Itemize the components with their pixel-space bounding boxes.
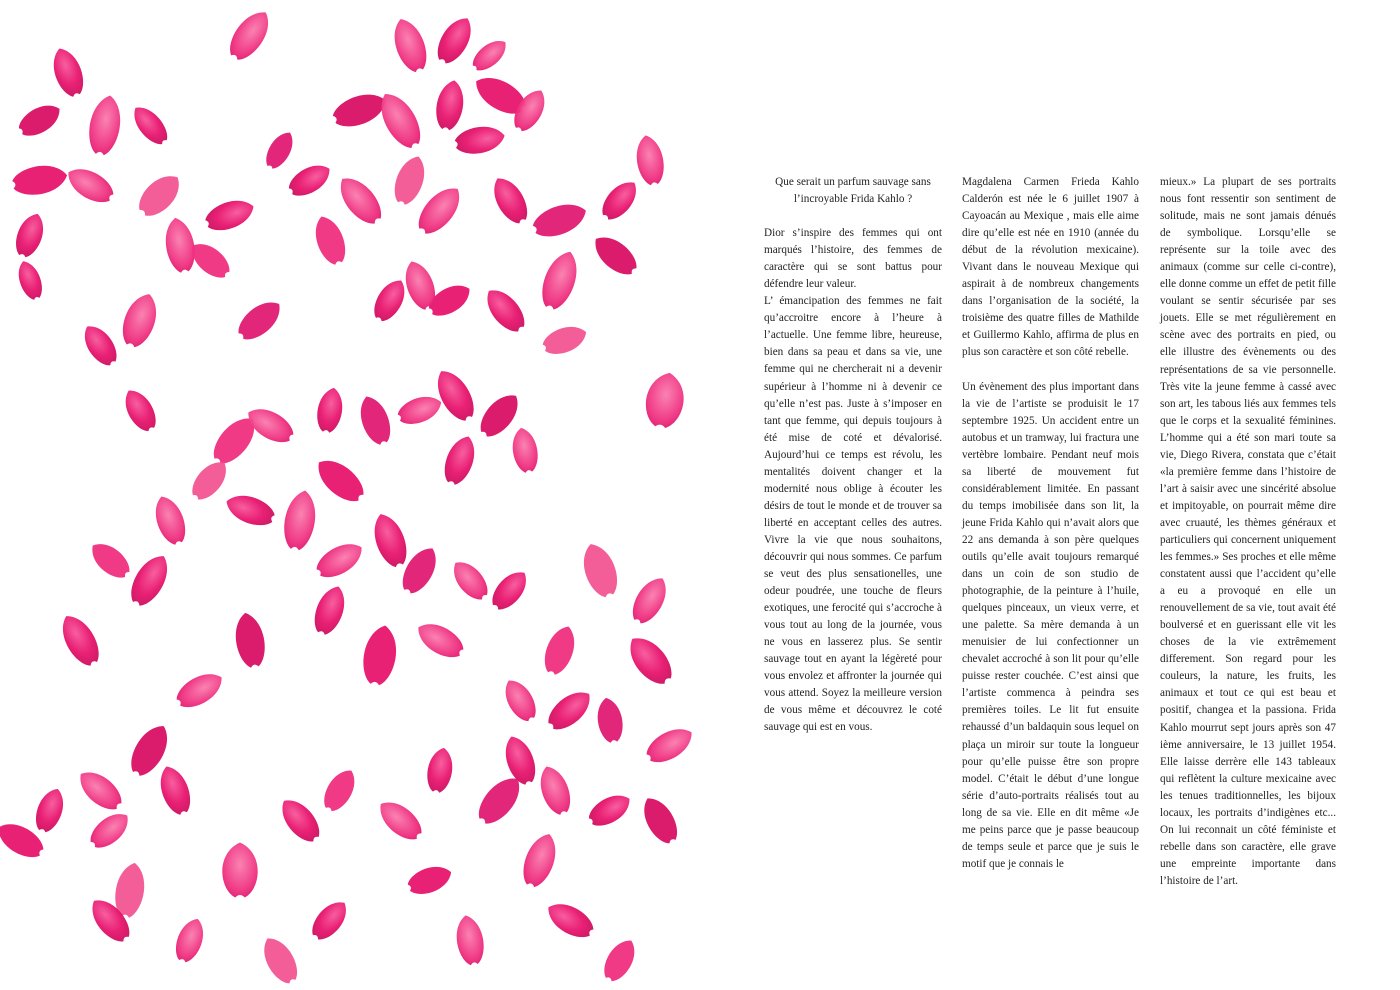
rose-petal <box>154 762 196 818</box>
rose-petal <box>405 861 456 899</box>
article-column-1 <box>764 174 942 737</box>
rose-petal <box>539 622 581 678</box>
emancipation-paragraph: L’ émancipation des femmes ne fait qu’accroitre encore à l’heure à l’actuelle. Une femme libre, heureuse, bien dans sa peau et dans sa vie, une femme qui ne chercherait ni a devenir supérieur à l’homme ni à devenir ce qu’elle n’est pas. Juste à s’imposer en tant que femme, qui depuis toujours à été mise de coté et dévalorisé. Aujourd’hui ce temps est révolu, les mentalités doivent changer et la modernité nous oblige à écouter les désirs de tout le monde et de trouver sa liberté en acceptant celles des autres. Vivre la vie que nous souhaitons, découvrir qui nous sommes. Ce parfum se veut des plus sensationelles, une odeur poudrée, une touche de fleurs exotiques, une ferocité qui s’accroche à vous tout au long de la journée, vous ne vous en lasserez plus. Se sentir sauvage tout en ayant la légèreté pour vous envolez et affronter la journée qui vous attend. Soyez la meilleure version de vous même et découvrez le coté sauvage qui est en vous. <box>764 295 942 734</box>
rose-petal <box>594 696 626 745</box>
rose-petal <box>309 212 351 268</box>
rose-petal <box>446 555 493 605</box>
rose-petal <box>412 616 468 664</box>
rose-petal <box>14 98 65 141</box>
rose-petal <box>517 829 562 890</box>
rose-petal <box>85 536 135 583</box>
rose-petal <box>77 320 123 371</box>
rose-petal <box>642 370 688 431</box>
rose-petal <box>222 843 257 898</box>
rose-petal <box>486 565 533 615</box>
rose-petal <box>577 539 624 601</box>
rose-petal <box>540 321 591 359</box>
article-column-2 <box>962 174 1139 873</box>
rose-petal <box>127 101 173 150</box>
rose-petal <box>621 629 679 690</box>
rose-petal <box>329 87 390 132</box>
rose-petal <box>222 489 278 531</box>
rose-petal <box>529 197 590 242</box>
rose-petal <box>431 12 479 68</box>
rose-petal <box>231 610 268 669</box>
rose-petal <box>117 289 164 351</box>
rose-petal <box>149 492 191 548</box>
rose-petal <box>85 806 135 853</box>
rose-petal <box>31 785 69 836</box>
rose-petal <box>596 175 643 225</box>
article-column-3 <box>1160 174 1336 890</box>
rose-petal <box>542 896 598 944</box>
rose-petal <box>368 274 411 325</box>
rose-petal <box>453 913 487 967</box>
rose-petal <box>280 488 320 552</box>
rose-petal <box>54 609 106 671</box>
rose-petal <box>468 34 512 75</box>
rose-petal <box>367 509 412 570</box>
rose-petal <box>584 788 635 831</box>
rose-petal <box>536 247 585 314</box>
rose-petal <box>274 792 326 847</box>
rose-petal <box>354 392 396 448</box>
rose-petal <box>47 44 89 100</box>
rose-petal <box>72 764 127 816</box>
rose-petal <box>318 764 361 815</box>
rose-petal <box>479 282 531 337</box>
rose-petal <box>312 536 368 584</box>
intro-paragraph: Dior s’inspire des femmes qui ont marqués l’histoire, des femmes de caractère qui se sont battus pour défendre leur valeur. <box>764 227 942 291</box>
rose-petal <box>433 78 467 132</box>
rose-petal <box>310 452 370 509</box>
rose-petal <box>359 623 401 688</box>
rose-petal <box>453 123 507 157</box>
rose-petal <box>439 432 481 488</box>
rose-petal <box>387 14 432 75</box>
rose-petal <box>636 792 684 848</box>
rose-petal <box>62 161 118 209</box>
rose-petal <box>498 674 541 725</box>
rose-petal <box>372 794 427 846</box>
title-line-2: l’incroyable Frida Kahlo ? <box>793 193 913 206</box>
rose-petal <box>306 895 353 945</box>
rose-petal <box>171 915 209 966</box>
rose-petal <box>256 932 304 988</box>
rose-petal <box>499 732 541 788</box>
rose-petal <box>424 746 456 795</box>
rose-petal <box>85 93 125 157</box>
rose-petal <box>172 666 228 714</box>
rose-petal <box>633 133 667 187</box>
rose-petal <box>202 194 258 236</box>
article-title <box>764 174 942 208</box>
rose-petal <box>284 158 335 201</box>
rose-petal <box>395 391 446 429</box>
rose-petal <box>429 364 481 426</box>
rose-petal <box>598 934 641 985</box>
rose-petal <box>11 210 49 261</box>
biography-paragraph: Magdalena Carmen Frieda Kahlo Calderón est née le 6 juillet 1907 à Cayoacán au Mexique , mais elle aime dire qu’elle est née en 1910 (année du début de la révolution mexicaine). Vivant dans le nouveau Mexique qui aspirait à de nombreux changements dans l’organisation de la société, la troisième des quatre filles de Mathilde et Guillermo Kahlo, affirma de plus en plus son caractère et son côté rebelle. <box>962 176 1139 359</box>
rose-petal <box>542 684 597 736</box>
rose-petal <box>223 4 277 65</box>
rose-petal <box>124 549 176 611</box>
rose-petal <box>372 87 428 154</box>
rose-petal <box>261 128 299 173</box>
rose-petal <box>626 572 674 628</box>
rose-petal <box>486 172 534 228</box>
rose-petal <box>509 426 541 475</box>
title-line-1: Que serait un parfum sauvage sans <box>775 176 931 188</box>
rose-petal <box>332 170 389 230</box>
rose-petal <box>132 167 187 222</box>
rose-petal <box>161 215 198 274</box>
rose-petal <box>642 721 698 769</box>
rose-petal <box>309 582 351 638</box>
rose-petal <box>314 386 346 435</box>
portraits-paragraph: mieux.» La plupart de ses portraits nous font ressentir son sentiment de solitude, mais ne sont jamais dénués de symbolique. Lorsqu’elle se représente sur la toile avec des animaux (comme sur celle ci-contre), elle donne comme un effet de petit fille voulant se sentir sécurisée par ses jouets. Elle se met régulièrement en scène avec des portraits en pied, ou elle illustre des évènements ou des représentations de sa vie personnelle. Très vite la jeune femme à cassé avec son art, les tabous liés aux femmes tels que le corps et la sexualité féminines. L’homme qui a été son mari toute sa vie, Diego Rivera, constata que c’était «la première femme dans l’histoire de l’art à saisir avec une sincérité absolue et impitoyable, on pourrait même dire avec cruauté, les thèmes généraux et particuliers qui concernent uniquement les femmes.» Ses proches et elle même constatent aussi que l’accident qu’elle a eu a provoqué en elle un renouvellement de sa vie, tout avait été boulversé et en guerissant elle vit les choses de la vie extrêmement differement. Son regard pour les couleurs, la nature, les fruits, les animaux et tout ce qui est beau et positif, changea et la passiona. Frida Kahlo mourrut sept jours après son 47 ième anniversaire, le 13 juillet 1954. Elle laisse derrère elle 143 tableaux qui reflètent la culture mexicaine avec les tenues traditionnelles, les bijoux locaux, les portraits d’indigènes etc... On lui reconnait un côté féministe et rebelle dans son caractère, elle grave une empreinte importante dans l’histoire de l’art. <box>1160 176 1336 887</box>
rose-petal <box>389 152 431 208</box>
rose-petal <box>14 258 47 303</box>
rose-petal <box>232 294 287 346</box>
rose-petal <box>534 762 576 818</box>
accident-paragraph: Un évènement des plus important dans la vie de l’artiste se produisit le 17 septembre 1925. Un accident entre un autobus et un tramway, lui fractura une vertèbre lombaire. Pendant neuf mois sa liberté de mouvement fut considérablement limitée. En passant du temps imobilisée dans son lit, la jeune Frida Kahlo qui n’avait alors que 22 ans demanda à son père quelques outils qu’elle avait toujours remarqué dans un coin de son studio de photographie, de la peinture à l’huile, quelques pinceaux, un vieux verre, et une palette. Sa mère demanda à un menuisier de lui confectionner un chevalet accroché à son lit pour qu’elle puisse rester couchée. C’est ainsi que l’artiste commenca à peindra ses premières toiles. Le lit fut ensuite rehaussé d’un baldaquin sous lequel on plaça un miroir sur toute la longueur pour qu’elle puisse être son propre model. C’était le début d’une longue série d’auto-portraits réalisés tout au long de sa vie. Elle en dit même «Je me peins parce que je passe beaucoup de temps seule et parce que je suis le motif que je connais le <box>962 380 1139 870</box>
rose-petal <box>118 384 161 435</box>
rose-petal <box>10 161 69 198</box>
rose-petal <box>587 229 642 281</box>
